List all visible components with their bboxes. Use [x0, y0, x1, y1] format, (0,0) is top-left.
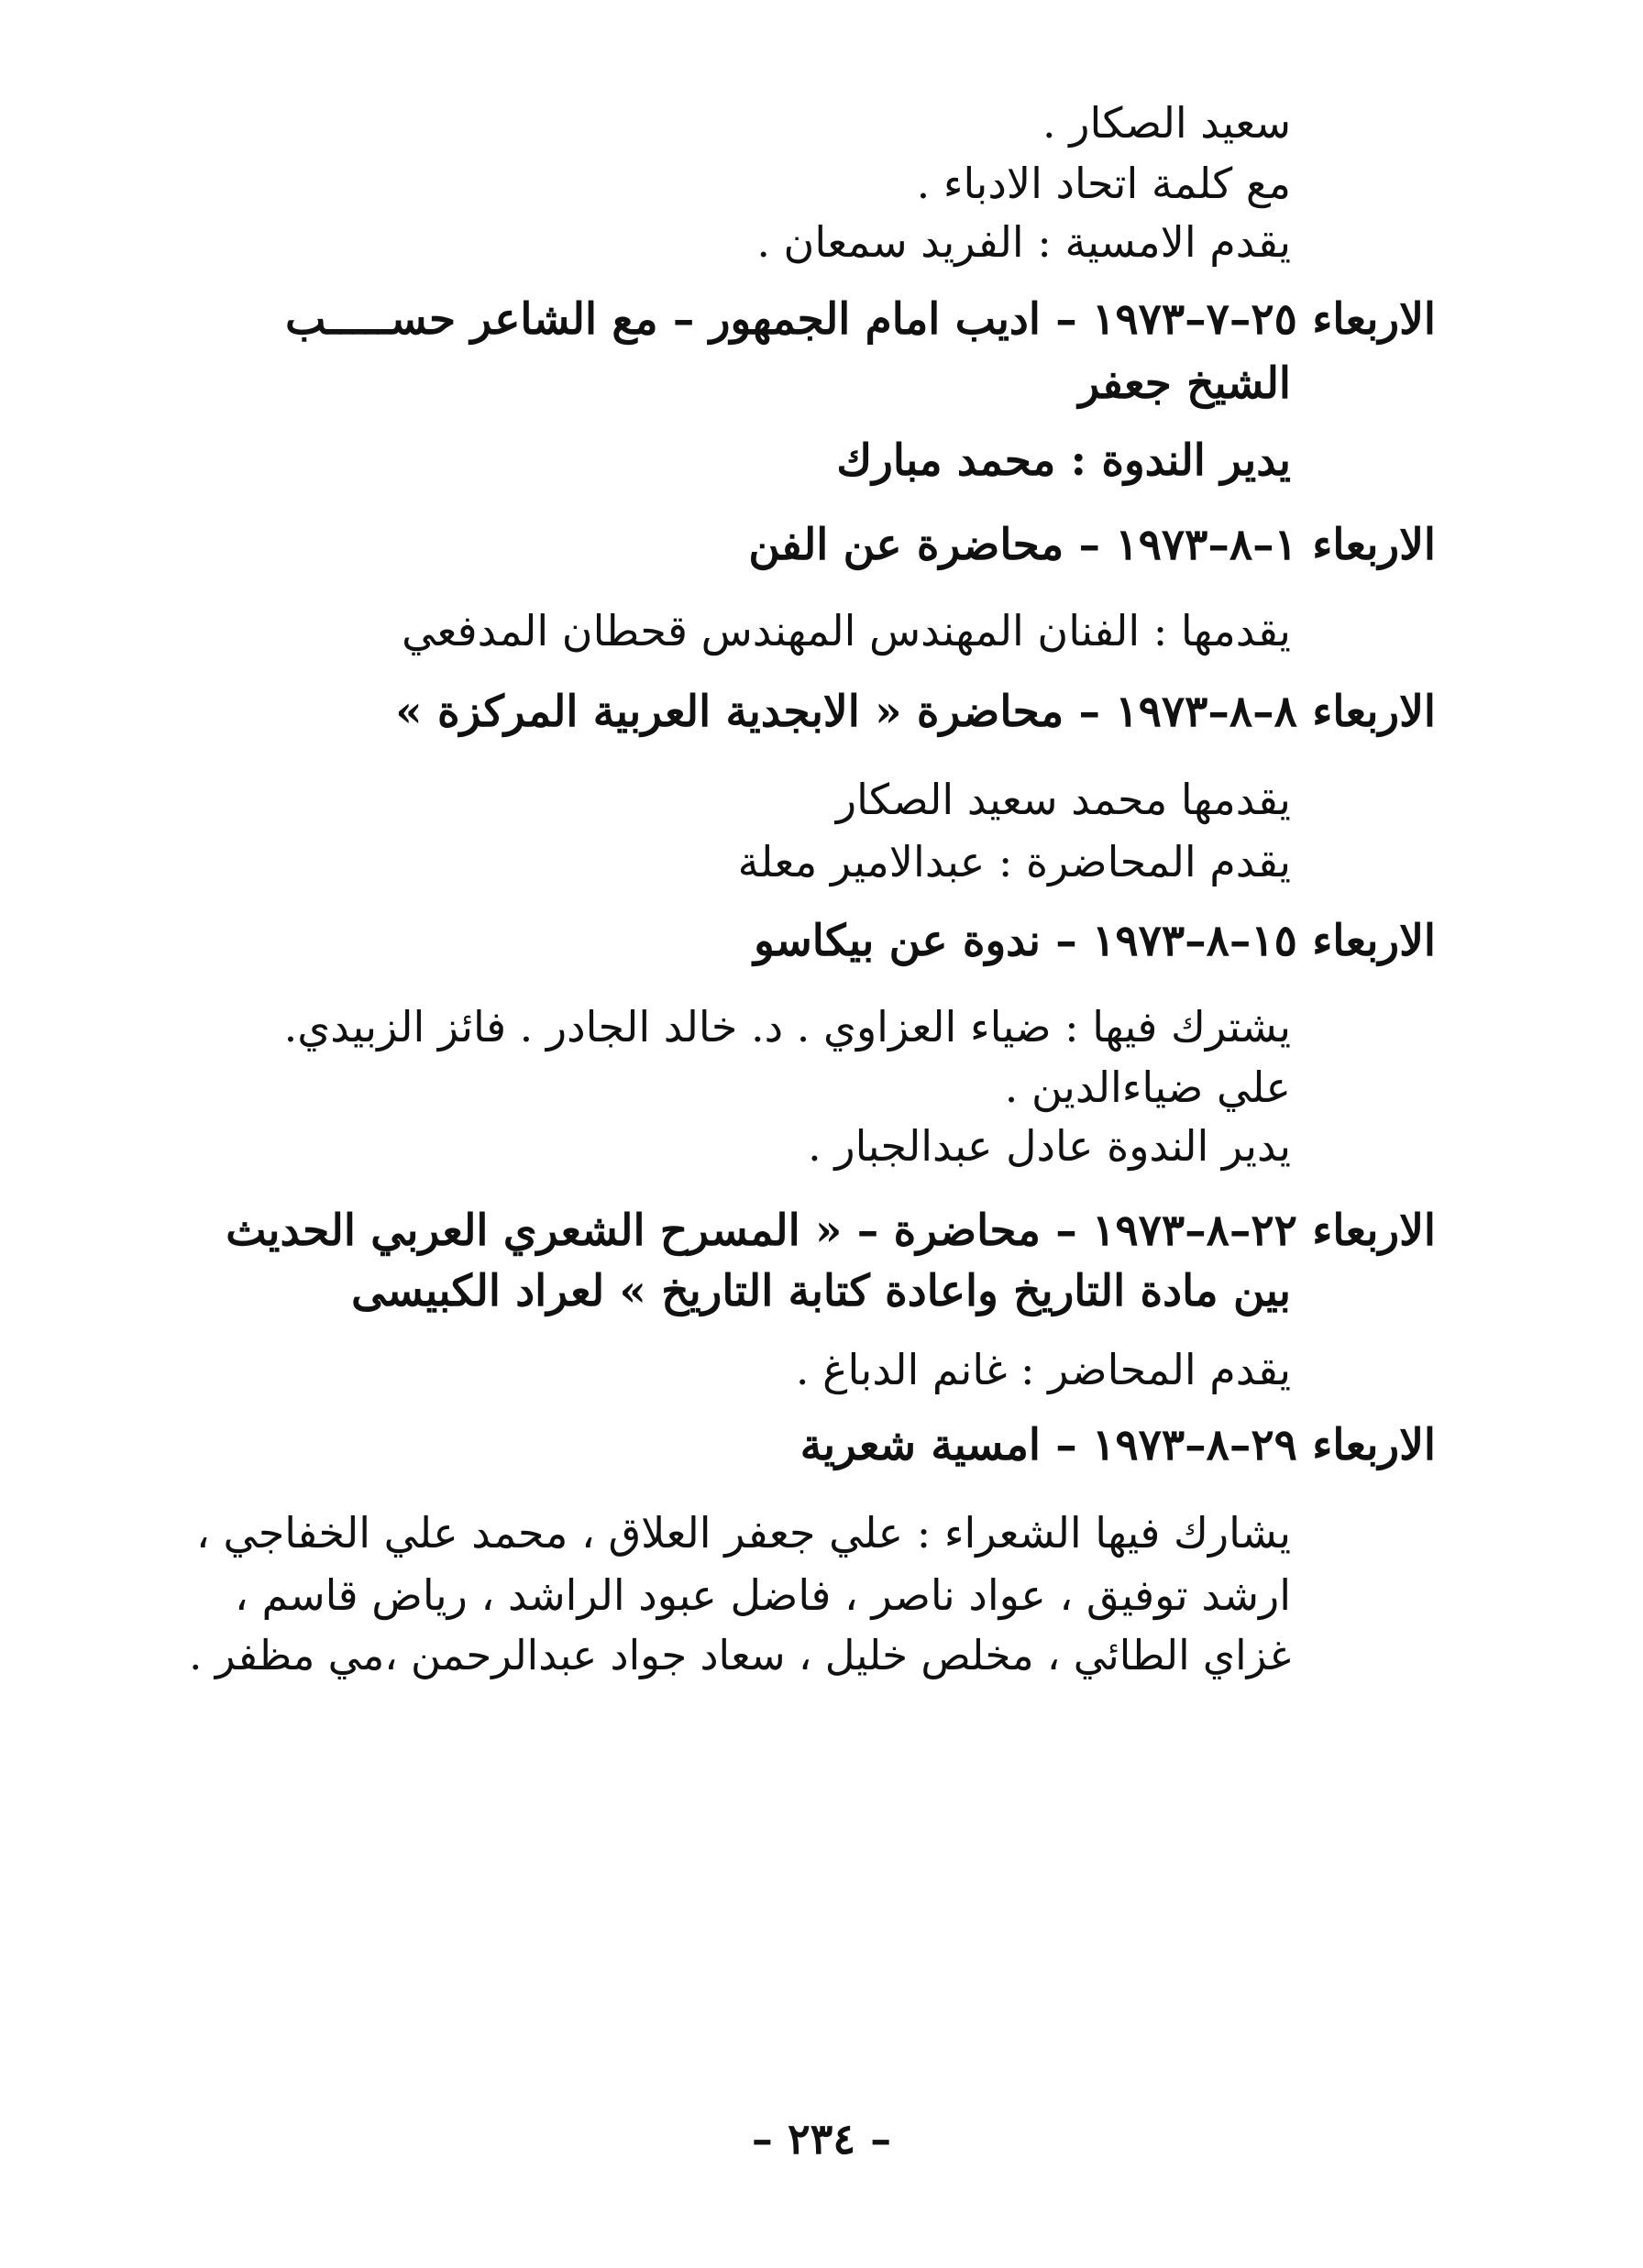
event-heading-continued: بين مادة التاريخ واعادة كتابة التاريخ » لعراد الكبيسى: [351, 1266, 1291, 1316]
event-heading-continued: الشيخ جعفر: [1078, 358, 1291, 409]
text-line: يشترك فيها : ضياء العزاوي . د. خالد الجادر . فائز الزبيدي.: [283, 1002, 1291, 1051]
text-line: يقدم المحاضر : غانم الدباغ .: [795, 1345, 1291, 1394]
text-line: غزاي الطائي ، مخلص خليل ، سعاد جواد عبدالرحمن ،مي مظفر .: [189, 1631, 1291, 1679]
text-line: سعيد الصكار .: [1042, 98, 1291, 148]
text-line: يقدم المحاضرة : عبدالامير معلة: [737, 837, 1291, 886]
event-heading: الاربعاء ٨–٨–١٩٧٣ – محاضرة « الابجدية العربية المركزة »: [395, 687, 1436, 737]
event-heading: الاربعاء ١٥–٨–١٩٧٣ – ندوة عن بيكاسو: [754, 916, 1436, 966]
text-line: ارشد توفيق ، عواد ناصر ، فاضل عبود الراشد ، رياض قاسم ،: [235, 1570, 1291, 1620]
event-heading: الاربعاء ٢٥–٧–١٩٧٣ – اديب امام الجمهور – مع الشاعر حســـــب: [285, 294, 1436, 345]
text-line: يشارك فيها الشعراء : علي جعفر العلاق ، محمد علي الخفاجي ،: [196, 1508, 1291, 1558]
text-line: يقدمها : الفنان المهندس المهندس قحطان المدفعي: [402, 606, 1291, 655]
page-number: – ٢٣٤ –: [751, 2114, 892, 2163]
text-line: علي ضياءالدين .: [1004, 1062, 1291, 1112]
text-line: يقدمها محمد سعيد الصكار: [835, 775, 1291, 824]
text-line: يقدم الامسية : الفريد سمعان .: [756, 217, 1291, 267]
event-heading: الاربعاء ٢٢–٨–١٩٧٣ – محاضرة – « المسرح الشعري العربي الحديث: [226, 1206, 1436, 1256]
text-line: مع كلمة اتحاد الادباء .: [916, 159, 1291, 208]
event-heading: الاربعاء ١–٨–١٩٧٣ – محاضرة عن الفن: [748, 520, 1436, 570]
event-heading: الاربعاء ٢٩–٨–١٩٧٣ – امسية شعرية: [799, 1420, 1436, 1470]
text-line: يدير الندوة : محمد مبارك: [836, 435, 1291, 486]
text-line: يدير الندوة عادل عبدالجبار .: [808, 1121, 1291, 1171]
